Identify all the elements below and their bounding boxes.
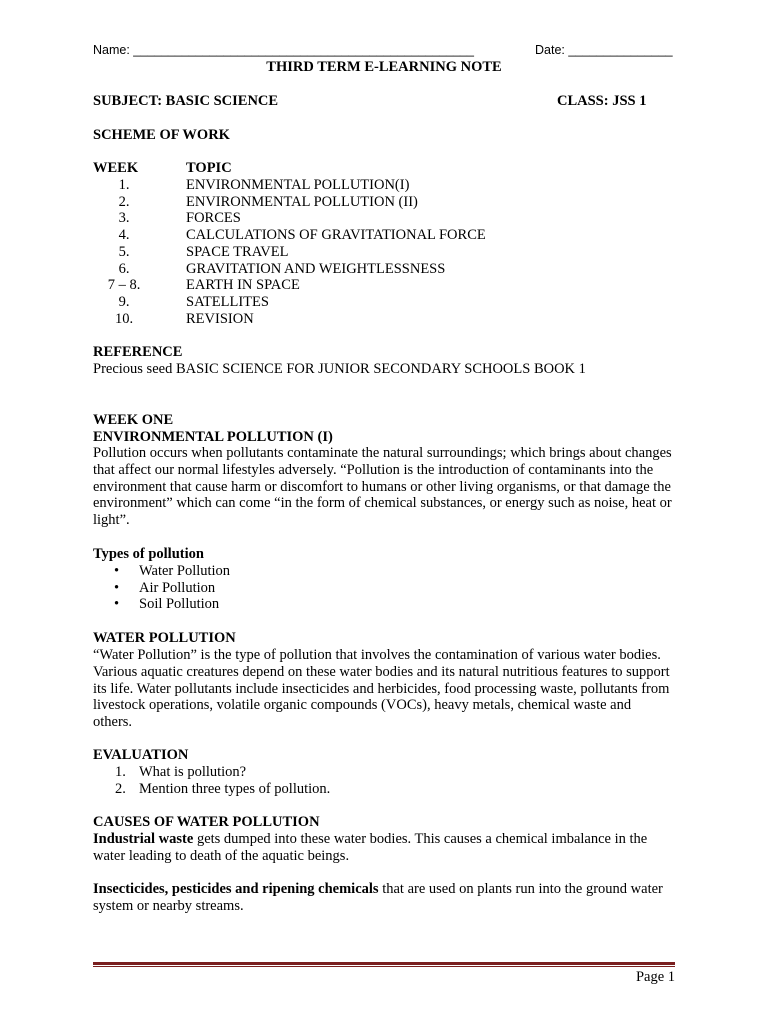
week-number: 10. (114, 310, 134, 327)
pollution-paragraph: Pollution occurs when pollutants contaminate the natural surroundings; which brings about changes that affect our normal lifestyles adversely. “Pollution is the introduction of contaminants into the environment that cause harm or discomfort to humans or other living organisms, or that damage the environment” which can come “in the form of chemical substances, or energy such as noise, heat or light”. (93, 445, 672, 529)
causes-heading: CAUSES OF WATER POLLUTION (93, 814, 320, 830)
list-item-text: Air Pollution (139, 579, 216, 596)
date-field (535, 43, 673, 57)
scheme-row (0, 227, 768, 244)
name-label: Name: (93, 43, 134, 57)
week-topic: GRAVITATION AND WEIGHTLESSNESS (186, 260, 446, 277)
list-number: 1. (115, 764, 126, 780)
footer-rule-thick (93, 962, 675, 965)
reference-heading: REFERENCE (93, 344, 183, 360)
week-topic: FORCES (186, 210, 241, 227)
scheme-row (0, 177, 768, 194)
week-number: 1. (118, 177, 130, 193)
cause-chemicals (93, 881, 673, 915)
bullet-icon: • (114, 596, 120, 613)
water-pollution-paragraph: “Water Pollution” is the type of pollution that involves the contamination of various water bodies. Various aquatic creatures depend on these water bodies and its natural nutritious features to support its life. Water pollutants include insecticides and herbicides, food processing waste, pollutants from livestock operations, volatile organic compounds (VOCs), heavy metals, chemical waste and others. (93, 647, 670, 731)
bullet-icon: • (114, 579, 120, 596)
week-number: 3. (118, 210, 130, 227)
subject-label: SUBJECT: BASIC SCIENCE (93, 93, 279, 109)
scheme-heading: SCHEME OF WORK (93, 127, 230, 143)
footer-rule-thin (93, 966, 675, 967)
week-number: 5. (118, 243, 130, 260)
week-number: 2. (118, 193, 130, 210)
week-topic: EARTH IN SPACE (186, 277, 300, 294)
page-number: Page 1 (635, 969, 675, 985)
cause-industrial-waste (93, 831, 673, 865)
bullet-icon: • (114, 563, 120, 579)
date-blank: _______________ (568, 43, 673, 57)
water-pollution-heading: WATER POLLUTION (93, 630, 236, 646)
cause-title: Industrial waste (93, 831, 194, 847)
week-number: 4. (118, 227, 130, 244)
week-topic: ENVIRONMENTAL POLLUTION(I) (186, 177, 410, 193)
class-label: CLASS: JSS 1 (557, 93, 647, 109)
scheme-row (0, 311, 768, 328)
evaluation-heading: EVALUATION (93, 747, 189, 763)
types-heading: Types of pollution (93, 546, 204, 562)
cause-text: gets dumped into these water bodies. This causes a chemical imbalance in the water leading to death of the aquatic beings. (93, 831, 648, 864)
week-number: 9. (118, 293, 130, 310)
name-blank: _________________________________________________ (133, 43, 474, 57)
week-number: 6. (118, 260, 130, 277)
week-one-heading: WEEK ONE (93, 412, 174, 428)
week-topic: SATELLITES (186, 293, 269, 310)
list-number: 2. (115, 780, 126, 797)
week-topic: REVISION (186, 310, 254, 327)
scheme-row (0, 244, 768, 261)
scheme-row (0, 194, 768, 211)
week-topic: SPACE TRAVEL (186, 243, 289, 260)
week-one-title: ENVIRONMENTAL POLLUTION (I) (93, 429, 333, 445)
page-title: THIRD TERM E-LEARNING NOTE (266, 59, 502, 75)
week-number: 7 – 8. (107, 277, 141, 294)
scheme-row (0, 277, 768, 294)
week-topic: ENVIRONMENTAL POLLUTION (II) (186, 193, 418, 210)
week-column-header: WEEK (93, 160, 139, 176)
scheme-row (0, 294, 768, 311)
list-item-text: Water Pollution (139, 563, 231, 579)
list-item-text: What is pollution? (139, 764, 247, 780)
cause-text: that are used on plants run into the ground water system or nearby streams. (93, 881, 663, 914)
name-field (93, 43, 474, 57)
list-item-text: Mention three types of pollution. (139, 780, 331, 797)
topic-column-header: TOPIC (186, 160, 232, 176)
date-label: Date: (535, 43, 569, 57)
scheme-row (0, 261, 768, 278)
scheme-row (0, 210, 768, 227)
week-topic: CALCULATIONS OF GRAVITATIONAL FORCE (186, 227, 486, 244)
reference-text: Precious seed BASIC SCIENCE FOR JUNIOR SECONDARY SCHOOLS BOOK 1 (93, 361, 586, 377)
list-item-text: Soil Pollution (139, 596, 220, 613)
cause-title: Insecticides, pesticides and ripening chemicals (93, 881, 379, 897)
